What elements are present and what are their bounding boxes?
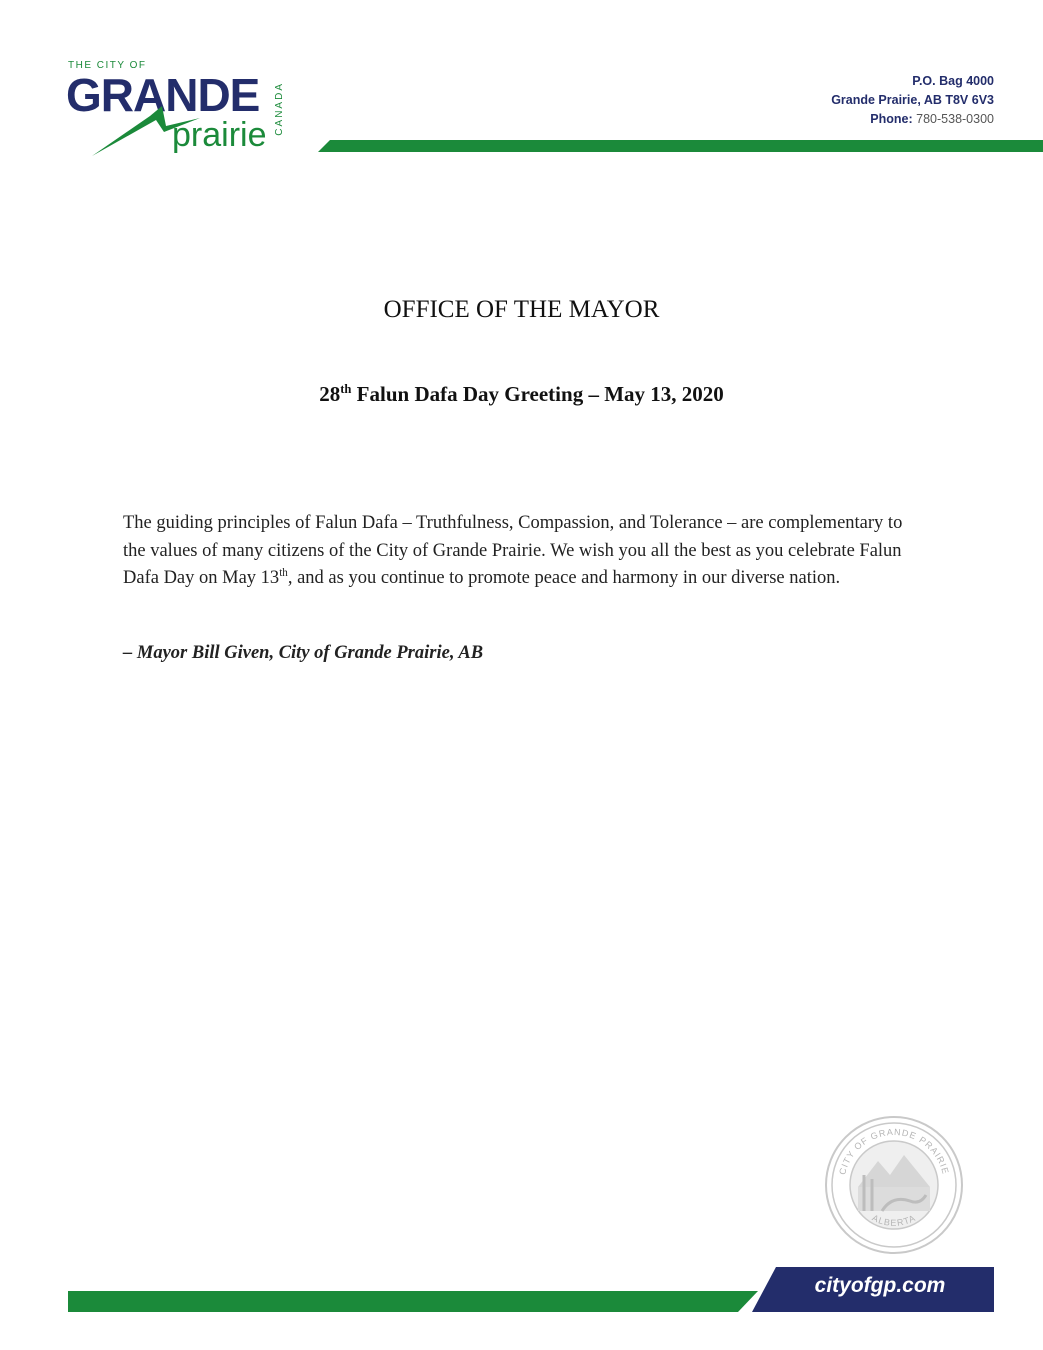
logo-city-of: THE CITY OF <box>68 60 147 71</box>
greeting-paragraph <box>123 510 923 593</box>
greeting-title <box>0 382 1043 407</box>
greeting-number: 28 <box>319 382 341 406</box>
phone-line <box>831 110 994 129</box>
paragraph-part-2: , and as you continue to promote peace and harmony in our diverse nation. <box>287 568 841 588</box>
website-link[interactable]: cityofgp.com <box>814 1274 946 1297</box>
phone-number: 780-538-0300 <box>916 112 994 126</box>
paragraph-ordinal: th <box>279 566 288 579</box>
logo-prairie: prairie <box>172 116 267 154</box>
greeting-ordinal: th <box>340 382 352 396</box>
seal-top-text: CITY OF GRANDE PRAIRIE <box>837 1126 951 1176</box>
header-green-bar <box>318 140 1043 152</box>
seal-bottom-text: ALBERTA <box>870 1212 918 1228</box>
logo-canada: CANADA <box>274 82 285 136</box>
city-logo <box>62 58 312 162</box>
address-line-1: P.O. Bag 4000 <box>912 74 994 88</box>
phone-label: Phone: <box>870 112 913 126</box>
paragraph-part-1: The guiding principles of Falun Dafa – Truthfulness, Compassion, and Tolerance – are complementary to the values of many citizens of the City of Grande Prairie. We wish you all the best as you celebrate Falun Dafa Day on May 13 <box>123 513 903 588</box>
office-heading: OFFICE OF THE MAYOR <box>383 296 660 323</box>
logo-grande: GRANDE <box>66 69 260 121</box>
address-line-2: Grande Prairie, AB T8V 6V3 <box>831 93 994 107</box>
address-block <box>831 72 994 129</box>
city-seal <box>822 1115 966 1255</box>
greeting-rest: Falun Dafa Day Greeting – May 13, 2020 <box>351 382 724 406</box>
mayor-signature: – Mayor Bill Given, City of Grande Prairie, AB <box>123 643 484 663</box>
